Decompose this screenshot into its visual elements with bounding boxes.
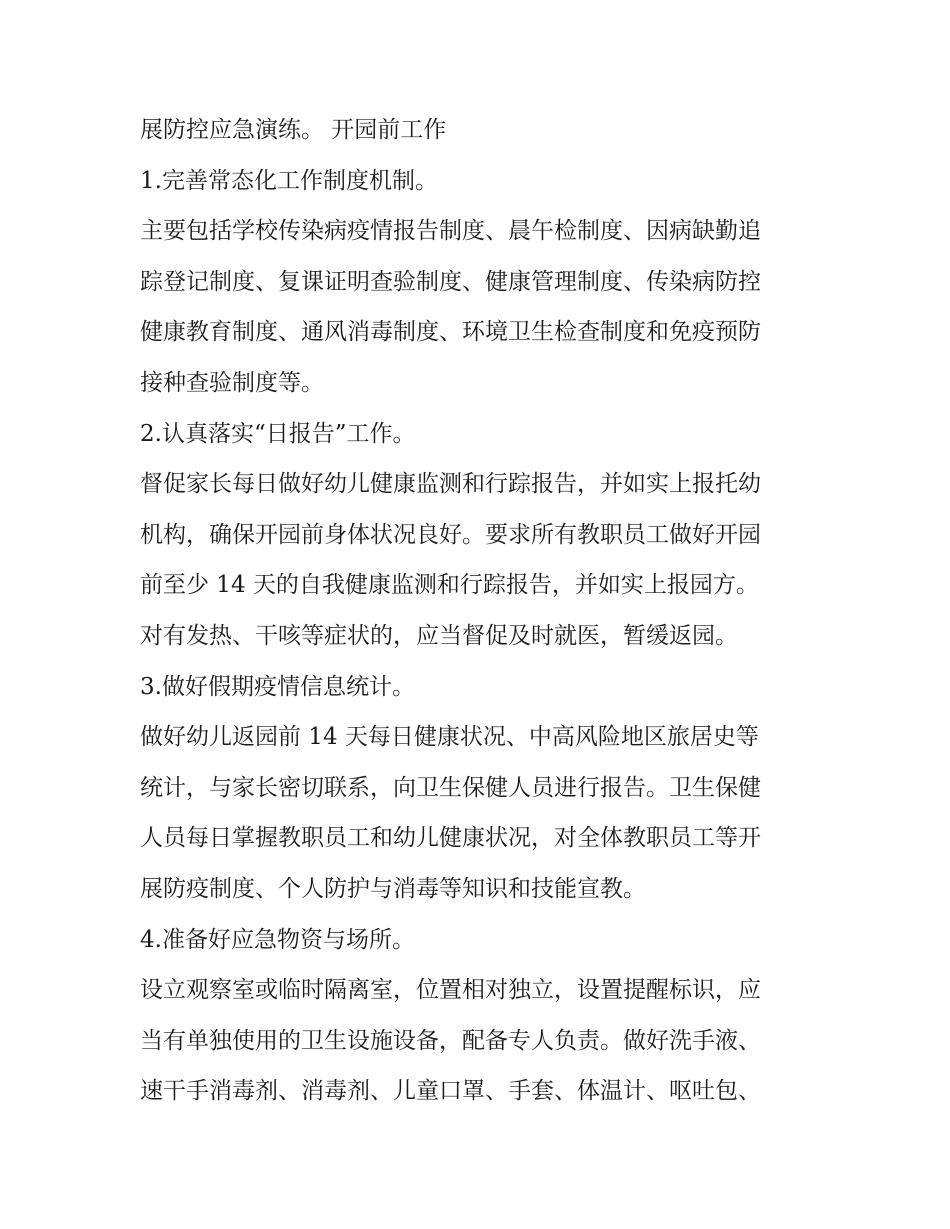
text-line: 对有发热、干咳等症状的，应当督促及时就医，暂缓返园。 <box>140 622 738 649</box>
section-heading: 3.做好假期疫情信息统计。 <box>140 673 415 700</box>
section-heading: 4.准备好应急物资与场所。 <box>140 926 415 953</box>
document-body <box>140 108 820 1120</box>
section-heading: 1.完善常态化工作制度机制。 <box>140 167 438 194</box>
text-line: 主要包括学校传染病疫情报告制度、晨午检制度、因病缺勤追 <box>140 218 761 245</box>
text-line: 人员每日掌握教职员工和幼儿健康状况，对全体教职员工等开 <box>140 825 761 852</box>
text-line: 前至少 14 天的自我健康监测和行踪报告，并如实上报园方。 <box>140 572 759 599</box>
text-line: 健康教育制度、通风消毒制度、环境卫生检查制度和免疫预防 <box>140 319 761 346</box>
text-line: 展防控应急演练。 开园前工作 <box>140 117 447 143</box>
section-heading: 2.认真落实“日报告”工作。 <box>140 420 416 447</box>
text-line: 展防疫制度、个人防护与消毒等知识和技能宣教。 <box>140 875 646 902</box>
text-line: 督促家长每日做好幼儿健康监测和行踪报告，并如实上报托幼 <box>140 471 761 498</box>
text-line: 踪登记制度、复课证明查验制度、健康管理制度、传染病防控 <box>140 268 761 295</box>
text-line: 机构，确保开园前身体状况良好。要求所有教职员工做好开园 <box>140 521 761 548</box>
text-line: 接种查验制度等。 <box>140 369 324 396</box>
text-line: 当有单独使用的卫生设施设备，配备专人负责。做好洗手液、 <box>140 1027 761 1054</box>
text-line: 速干手消毒剂、消毒剂、儿童口罩、手套、体温计、呕吐包、 <box>140 1078 761 1105</box>
text-line: 设立观察室或临时隔离室，位置相对独立，设置提醒标识，应 <box>140 977 761 1004</box>
text-line: 统计，与家长密切联系，向卫生保健人员进行报告。卫生保健 <box>140 774 761 801</box>
text-line: 做好幼儿返园前 14 天每日健康状况、中高风险地区旅居史等 <box>140 724 759 751</box>
